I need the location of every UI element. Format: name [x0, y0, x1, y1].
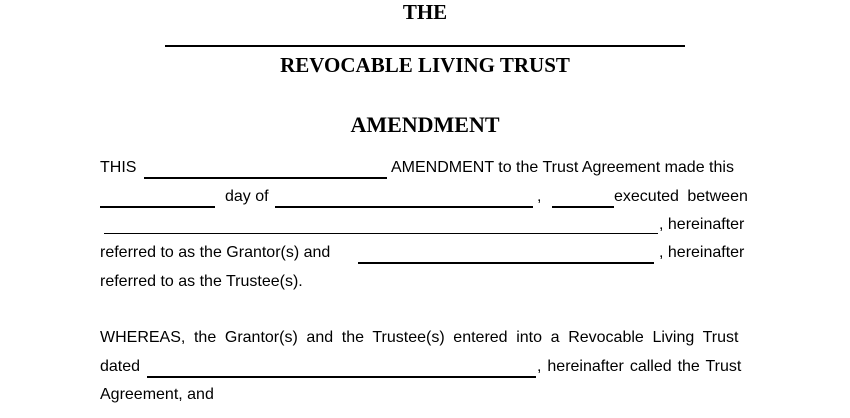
- heading-trust-title: REVOCABLE LIVING TRUST: [280, 53, 570, 77]
- hereinafter-label-1: , hereinafter: [659, 216, 745, 233]
- month-blank[interactable]: [275, 206, 533, 208]
- day-blank[interactable]: [100, 206, 215, 208]
- this-label: THIS: [100, 159, 137, 176]
- year-blank[interactable]: [552, 206, 614, 208]
- hereinafter-label-2: , hereinafter: [659, 244, 745, 261]
- trust-name-blank[interactable]: [165, 45, 685, 47]
- amendment-text: AMENDMENT to the Trust Agreement made this: [391, 159, 734, 176]
- grantor-text: referred to as the Grantor(s) and: [100, 244, 331, 261]
- executed-between-label: executed between: [614, 188, 748, 205]
- comma-label: ,: [537, 188, 542, 205]
- whereas-text: WHEREAS, the Grantor(s) and the Trustee(s) entered into a Revocable Living Trust: [100, 329, 739, 346]
- trustee-name-blank[interactable]: [358, 262, 654, 264]
- heading-the: THE: [402, 0, 448, 24]
- date-blank[interactable]: [147, 376, 536, 378]
- agreement-and-text: Agreement, and: [100, 386, 214, 403]
- day-of-label: day of: [225, 188, 269, 205]
- amendment-number-blank[interactable]: [144, 177, 387, 179]
- heading-amendment: AMENDMENT: [350, 112, 500, 137]
- grantor-name-blank[interactable]: [104, 233, 658, 234]
- dated-label: dated: [100, 358, 141, 375]
- called-trust-text: , hereinafter called the Trust: [537, 358, 742, 375]
- trustee-text: referred to as the Trustee(s).: [100, 273, 303, 290]
